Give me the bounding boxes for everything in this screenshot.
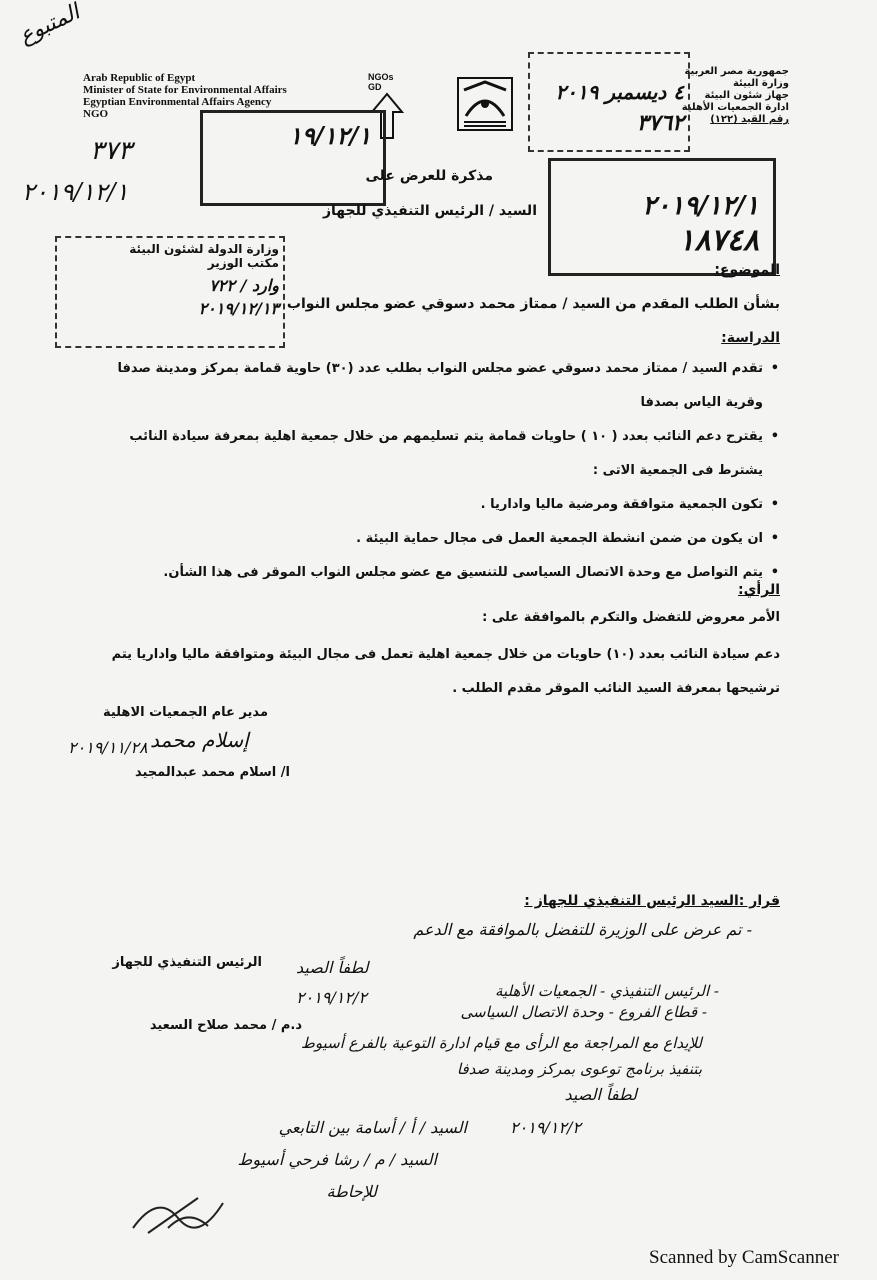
decision-line: السيد / أ / أسامة بين التابعي: [278, 1118, 467, 1137]
study-item: • تقدم السيد / ممتاز محمد دسوقي عضو مجلس النواب بطلب عدد (٣٠) حاوية قمامة بمركز ومدينة صدفا وقرية الياس بصدفا: [89, 352, 779, 420]
decision-line: - تم عرض على الوزيرة للتفضل بالموافقة مع الدعم: [413, 920, 752, 939]
signer-date: ٢٠١٩/١١/٢٨: [68, 738, 148, 757]
opinion-label: الرأي:: [738, 582, 780, 598]
exec-stamp-date: ٢٠١٩/١٢/١: [642, 191, 759, 221]
ministry-stamp-sub: مكتب الوزير: [207, 256, 279, 270]
signature-scribble: [128, 1188, 228, 1238]
corner-handwritten-note: المتبوع: [15, 0, 84, 50]
stamp-number: ٣٧٦٢: [636, 110, 684, 136]
decision-line: لطفاً الصيد: [564, 1085, 637, 1104]
stamp-date: ٤ ديسمبر ٢٠١٩: [555, 80, 684, 104]
letterhead-line: جمهورية مصر العربية: [684, 66, 789, 77]
decision-line: لطفاً الصيد: [296, 958, 369, 977]
executive-office-stamp: [548, 158, 776, 276]
memo-title: مذكرة للعرض على: [365, 168, 493, 184]
signer-title: مدير عام الجمعيات الاهلية: [102, 705, 268, 720]
letterhead-line: Minister of State for Environmental Affairs: [83, 84, 287, 96]
eeaa-emblem: [456, 76, 514, 132]
ministry-stamp-title: وزارة الدولة لشئون البيئة: [129, 242, 279, 256]
study-item: • يقترح دعم النائب بعدد ( ١٠ ) حاويات قمامة يتم تسليمهم من خلال جمعية اهلية بمعرفة سيادة النائب يشترط فى الجمعية الاتى :: [89, 420, 779, 488]
exec-stamp-number: ١٨٧٤٨: [678, 223, 759, 258]
decision-line: بتنفيذ برنامج توعوى بمركز ومدينة صدفا: [456, 1060, 702, 1078]
decision-handwriting: [312, 920, 752, 939]
ceo-title: الرئيس التنفيذي للجهاز: [112, 955, 262, 970]
memo-addressee: السيد / الرئيس التنفيذي للجهاز: [322, 203, 537, 219]
decision-line: - قطاع الفروع - وحدة الاتصال السياسى: [460, 1003, 707, 1021]
study-item: • ان يكون من ضمن انشطة الجمعية العمل فى مجال حماية البيئة .: [89, 522, 779, 556]
ministry-stamp: [55, 236, 285, 348]
ministry-stamp-date: ٢٠١٩/١٢/١٣: [198, 299, 279, 318]
ceo-name: د.م / محمد صلاح السعيد: [149, 1018, 302, 1033]
handwritten-number: ٣٧٣: [90, 136, 132, 166]
ministry-stamp-incoming: وارد / ٧٢٢: [209, 276, 279, 295]
arabic-letterhead: [682, 66, 789, 126]
letterhead-line: ادارة الجمعيات الأهلية: [681, 102, 789, 113]
decision-label: قرار :السيد الرئيس التنفيذي للجهاز :: [524, 893, 780, 909]
letterhead-line: Arab Republic of Egypt: [83, 72, 196, 84]
study-section: [89, 352, 779, 590]
decision-line: ٢٠١٩/١٢/٢: [296, 988, 367, 1007]
office-stamp-date: ١٩/١٢/١: [289, 121, 371, 150]
ngo-logo-label: NGOs GD: [368, 72, 394, 92]
handwritten-date: ٢٠١٩/١٢/١: [22, 178, 129, 206]
letterhead-line: وزارة البيئة: [732, 78, 789, 89]
signer-signature: إسلام محمد: [150, 728, 249, 752]
letterhead-line: NGO: [83, 108, 109, 120]
scanner-watermark: Scanned by CamScanner: [649, 1247, 839, 1268]
study-item: • تكون الجمعية متوافقة ومرضية ماليا واداريا .: [89, 488, 779, 522]
opinion-intro: الأمر معروض للتفضل والتكرم بالموافقة على :: [482, 610, 780, 625]
decision-line: ٢٠١٩/١٢/٢: [510, 1118, 581, 1137]
decision-line: للإيداع مع المراجعة مع الرأى مع قيام ادارة التوعية بالفرع أسيوط: [301, 1034, 702, 1052]
emblem-icon: [456, 76, 514, 132]
incoming-stamp: [528, 52, 690, 152]
subject-label: الموضوع:: [714, 262, 780, 278]
office-stamp: [200, 110, 386, 206]
decision-line: - الرئيس التنفيذي - الجمعيات الأهلية: [494, 982, 719, 1000]
letterhead-line: Egyptian Environmental Affairs Agency: [83, 96, 272, 108]
signer-name: ا/ اسلام محمد عبدالمجيد: [135, 765, 290, 780]
letterhead-line: جهاز شئون البيئة: [704, 90, 789, 101]
decision-line: السيد / م / رشا فرحي أسيوط: [237, 1150, 437, 1169]
study-item: • يتم التواصل مع وحدة الاتصال السياسى للتنسيق مع عضو مجلس النواب الموقر فى هذا الشأن.: [89, 556, 779, 590]
decision-line: للإحاطة: [326, 1182, 377, 1201]
opinion-text: دعم سيادة النائب بعدد (١٠) حاويات من خلال جمعية اهلية تعمل فى مجال البيئة ومتوافقة ماليا واداريا يتم ترشيحها بمعرفة السيد النائب الموقر مقدم الطلب .: [111, 647, 780, 696]
letterhead-line: رقم القيد (١٢٢): [710, 114, 789, 125]
subject-text: بشأن الطلب المقدم من السيد / ممتاز محمد دسوقي عضو مجلس النواب: [286, 296, 780, 312]
study-label: الدراسة:: [721, 330, 780, 346]
